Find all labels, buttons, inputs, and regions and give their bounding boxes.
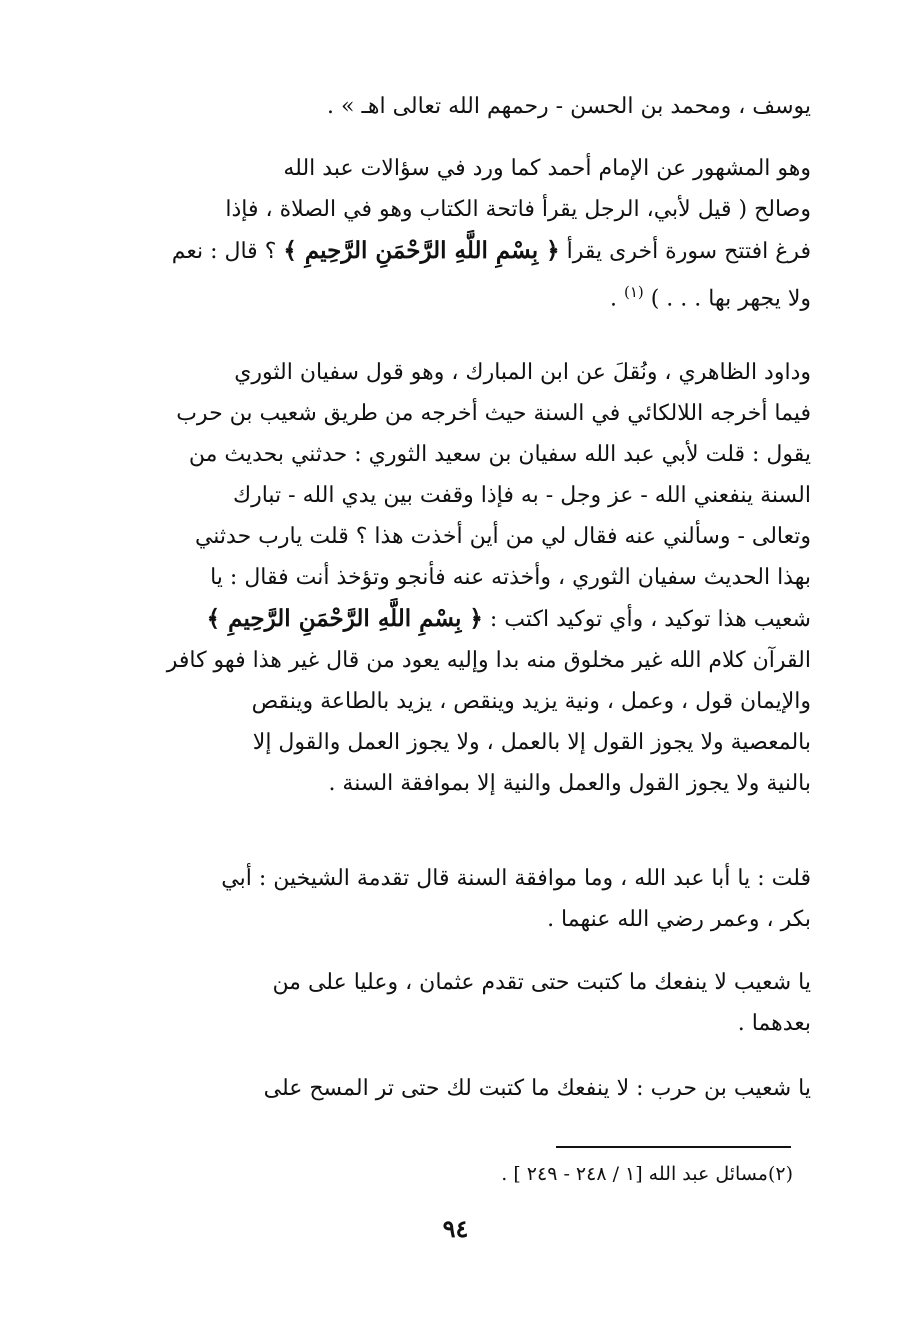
basmala-quote: ﴿ بِسْمِ اللَّهِ الرَّحْمَنِ الرَّحِيمِ ﴾: [283, 237, 560, 264]
text-line-with-footnote-ref: [95, 272, 811, 319]
text-segment: شعيب هذا توكيد ، وأي توكيد اكتب :: [489, 607, 811, 632]
text-line: فيما أخرجه اللالكائي في السنة حيث أخرجه من طريق شعيب بن حرب: [176, 401, 811, 426]
paragraph-question: [95, 858, 811, 940]
text-line: يوسف ، ومحمد بن الحسن - رحمهم الله تعالى اهـ » .: [327, 94, 811, 119]
text-segment: ولا يجهر بها . . . ): [650, 286, 811, 312]
text-line: وداود الظاهري ، ونُقلَ عن ابن المبارك ، وهو قول سفيان الثوري: [234, 360, 811, 385]
text-line: وصالح ( قيل لأبي، الرجل يقرأ فاتحة الكتاب وهو في الصلاة ، فإذا: [225, 197, 811, 222]
paragraph-uthman: [95, 962, 811, 1044]
paragraph-mash: [95, 1068, 811, 1109]
text-line: بكر ، وعمر رضي الله عنهما .: [547, 907, 811, 932]
text-segment: .: [609, 286, 617, 312]
text-line: بهذا الحديث سفيان الثوري ، وأخذته عنه فأنجو وتؤخذ أنت فقال : يا: [210, 565, 811, 590]
text-line: يقول : قلت لأبي عبد الله سفيان بن سعيد الثوري : حدثني بحديث من: [188, 442, 811, 467]
text-line: بعدهما .: [737, 1011, 811, 1036]
basmala-quote: ﴿ بِسْمِ اللَّهِ الرَّحْمَنِ الرَّحِيمِ ﴾: [206, 605, 483, 632]
text-line: القرآن كلام الله غير مخلوق منه بدا وإليه يعود من قال غير هذا فهو كافر: [166, 648, 811, 673]
text-line: وهو المشهور عن الإمام أحمد كما ورد في سؤالات عبد الله: [283, 156, 811, 181]
footnote: (٢)مسائل عبد الله [١ / ٢٤٨ - ٢٤٩ ] .: [501, 1163, 793, 1185]
text-line: بالمعصية ولا يجوز القول إلا بالعمل ، ولا يجوز العمل والقول إلا: [252, 730, 811, 755]
text-line: يا شعيب لا ينفعك ما كتبت حتى تقدم عثمان ، وعليا على من: [272, 970, 811, 995]
footnote-divider: [556, 1146, 791, 1148]
text-line: وتعالى - وسألني عنه فقال لي من أين أخذت هذا ؟ قلت يارب حدثني: [194, 524, 811, 549]
footnote-reference: (١): [623, 283, 644, 301]
text-segment: ؟ قال : نعم: [171, 239, 277, 264]
text-line: والإيمان قول ، وعمل ، ونية يزيد وينقص ، يزيد بالطاعة وينقص: [251, 689, 811, 714]
text-line-with-basmala: [95, 230, 811, 272]
paragraph-opening: [95, 86, 811, 127]
text-line: قلت : يا أبا عبد الله ، وما موافقة السنة قال تقدمة الشيخين : أبي: [221, 866, 811, 891]
paragraph-ahmad: [95, 148, 811, 319]
text-line: بالنية ولا يجوز القول والعمل والنية إلا بموافقة السنة .: [328, 771, 811, 796]
text-segment: فرغ افتتح سورة أخرى يقرأ: [566, 239, 811, 264]
paragraph-dawud: [95, 352, 811, 804]
page-number: ٩٤: [442, 1214, 469, 1243]
text-line: السنة ينفعني الله - عز وجل - به فإذا وقفت بين يدي الله - تبارك: [232, 483, 811, 508]
text-line-with-basmala: [95, 598, 811, 640]
text-line: يا شعيب بن حرب : لا ينفعك ما كتبت لك حتى تر المسح على: [263, 1076, 811, 1101]
